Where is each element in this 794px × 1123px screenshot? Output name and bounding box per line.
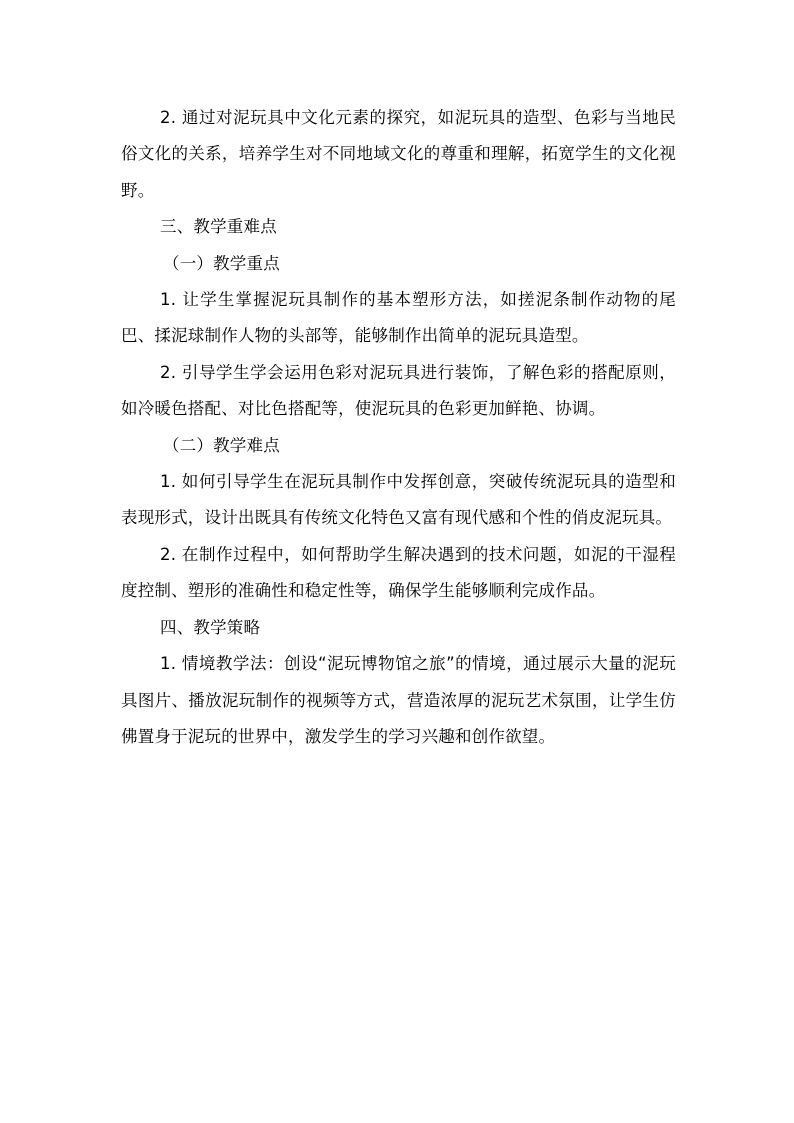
paragraph-key-point-1: 1. 让学生掌握泥玩具制作的基本塑形方法，如搓泥条制作动物的尾巴、揉泥球制作人物的头部等，能够制作出简单的泥玩具造型。 [121,290,676,346]
subheading-difficult-points: （二）教学难点 [163,435,280,455]
section-heading-teaching-strategy: 四、教学策略 [160,617,261,637]
document-body [121,100,676,755]
paragraph-key-point-2: 2. 引导学生学会运用色彩对泥玩具进行装饰，了解色彩的搭配原则，如冷暖色搭配、对比色搭配等，使泥玩具的色彩更加鲜艳、协调。 [121,362,676,419]
paragraph-difficult-point-2: 2. 在制作过程中，如何帮助学生解决遇到的技术问题，如泥的干湿程度控制、塑形的准确性和稳定性等，确保学生能够顺利完成作品。 [121,544,676,601]
paragraph-strategy-1: 1. 情境教学法：创设“泥玩博物馆之旅”的情境，通过展示大量的泥玩具图片、播放泥玩制作的视频等方式，营造浓厚的泥玩艺术氛围，让学生仿佛置身于泥玩的世界中，激发学生的学习兴趣和创作欲望。 [121,654,676,746]
paragraph-difficult-point-1: 1. 如何引导学生在泥玩具制作中发挥创意，突破传统泥玩具的造型和表现形式，设计出既具有传统文化特色又富有现代感和个性的俏皮泥玩具。 [121,472,676,528]
paragraph-objective-2: 2. 通过对泥玩具中文化元素的探究，如泥玩具的造型、色彩与当地民俗文化的关系，培养学生对不同地域文化的尊重和理解，拓宽学生的文化视野。 [121,108,676,200]
subheading-key-points: （一）教学重点 [163,253,280,273]
section-heading-key-difficult-points: 三、教学重难点 [160,217,277,237]
